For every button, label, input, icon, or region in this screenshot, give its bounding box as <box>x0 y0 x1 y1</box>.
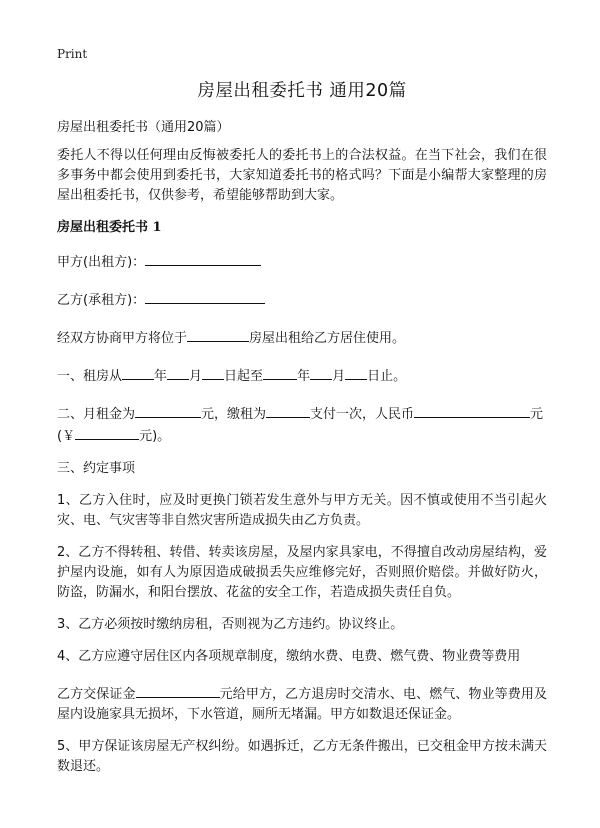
end-month-blank <box>310 365 332 380</box>
rent-line <box>57 403 547 447</box>
item-4: 4、乙方应遵守居住区内各项规章制度，缴纳水费、电费、燃气费、物业费等费用 <box>57 649 521 664</box>
party-b-label: 乙方(承租方)： <box>57 293 146 308</box>
item-2: 2、乙方不得转租、转借、转卖该房屋，及屋内家具家电，不得擅自改动房屋结构，爱护屋内设施，如有人为原因造成破损丢失应维修完好，否则照价赔偿。并做好防火，防盗，防漏水，和阳台摆放、花盆的安全工作，若造成损失责任自负。 <box>57 545 547 600</box>
end-day-blank <box>345 365 367 380</box>
party-a-line <box>57 251 547 273</box>
deposit-pre: 乙方交保证金 <box>57 687 136 702</box>
agreement-line <box>57 327 547 349</box>
rent-yuan: 元，缴租为 <box>201 407 267 422</box>
term-month1: 月 <box>189 369 203 384</box>
party-a-blank <box>145 251 261 266</box>
term-month2: 月 <box>332 369 346 384</box>
term-day2: 日止。 <box>367 369 407 384</box>
deposit-paragraph <box>57 683 547 725</box>
cny-amount-blank <box>75 425 139 440</box>
rent-prefix: 二、月租金为 <box>57 407 136 422</box>
end-year-blank <box>263 365 297 380</box>
intro-paragraph: 委托人不得以任何理由反悔被委托人的委托书上的合法权益。在当下社会，我们在很多事务中都会使用到委托书，大家知道委托书的格式吗？下面是小编帮大家整理的房屋出租委托书，仅供参考，希望能够帮助到大家。 <box>57 148 547 203</box>
rent-close: 元)。 <box>139 429 171 444</box>
address-blank <box>187 327 249 342</box>
clause3-heading: 三、约定事项 <box>57 461 136 476</box>
term-day1: 日起至 <box>224 369 264 384</box>
item-5: 5、甲方保证该房屋无产权纠纷。如遇拆迁，乙方无条件搬出，已交租金甲方按未满天数退还。 <box>57 739 547 774</box>
rent-pay: 支付一次，人民币 <box>310 407 415 422</box>
agreement-post: 房屋出租给乙方居住使用。 <box>249 331 406 346</box>
term-prefix: 一、租房从 <box>57 369 123 384</box>
party-b-blank <box>145 289 265 304</box>
pay-period-blank <box>266 403 310 418</box>
print-link[interactable]: Print <box>57 47 88 61</box>
term-year1: 年 <box>154 369 168 384</box>
party-a-label: 甲方(出租方)： <box>57 255 146 270</box>
monthly-rent-blank <box>135 403 201 418</box>
start-year-blank <box>122 365 154 380</box>
term-year2: 年 <box>297 369 311 384</box>
rmb-amount-blank <box>414 403 530 418</box>
document-body <box>57 78 547 789</box>
document-subtitle: 房屋出租委托书（通用20篇） <box>57 120 230 135</box>
item-3: 3、乙方必须按时缴纳房租，否则视为乙方违约。协议终止。 <box>57 617 404 632</box>
section-heading-1: 房屋出租委托书 1 <box>57 220 162 235</box>
term-line <box>57 365 547 387</box>
agreement-pre: 经双方协商甲方将位于 <box>57 331 188 346</box>
rent-open: (￥ <box>57 429 76 444</box>
deposit-blank <box>136 683 220 698</box>
start-month-blank <box>167 365 189 380</box>
start-day-blank <box>202 365 224 380</box>
document-title: 房屋出租委托书 通用20篇 <box>197 81 407 101</box>
item-1: 1、乙方入住时，应及时更换门锁若发生意外与甲方无关。因不慎或使用不当引起火灾、电、气灾害等非自然灾害所造成损失由乙方负责。 <box>57 493 547 528</box>
party-b-line <box>57 289 547 311</box>
rent-yuan2: 元 <box>530 407 544 422</box>
deposit-post: 元给甲方，乙方退房时交清水、电、燃气、物业等费用及屋内设施家具无损坏，下水管道，厕所无堵漏。甲方如数退还保证金。 <box>57 687 547 722</box>
